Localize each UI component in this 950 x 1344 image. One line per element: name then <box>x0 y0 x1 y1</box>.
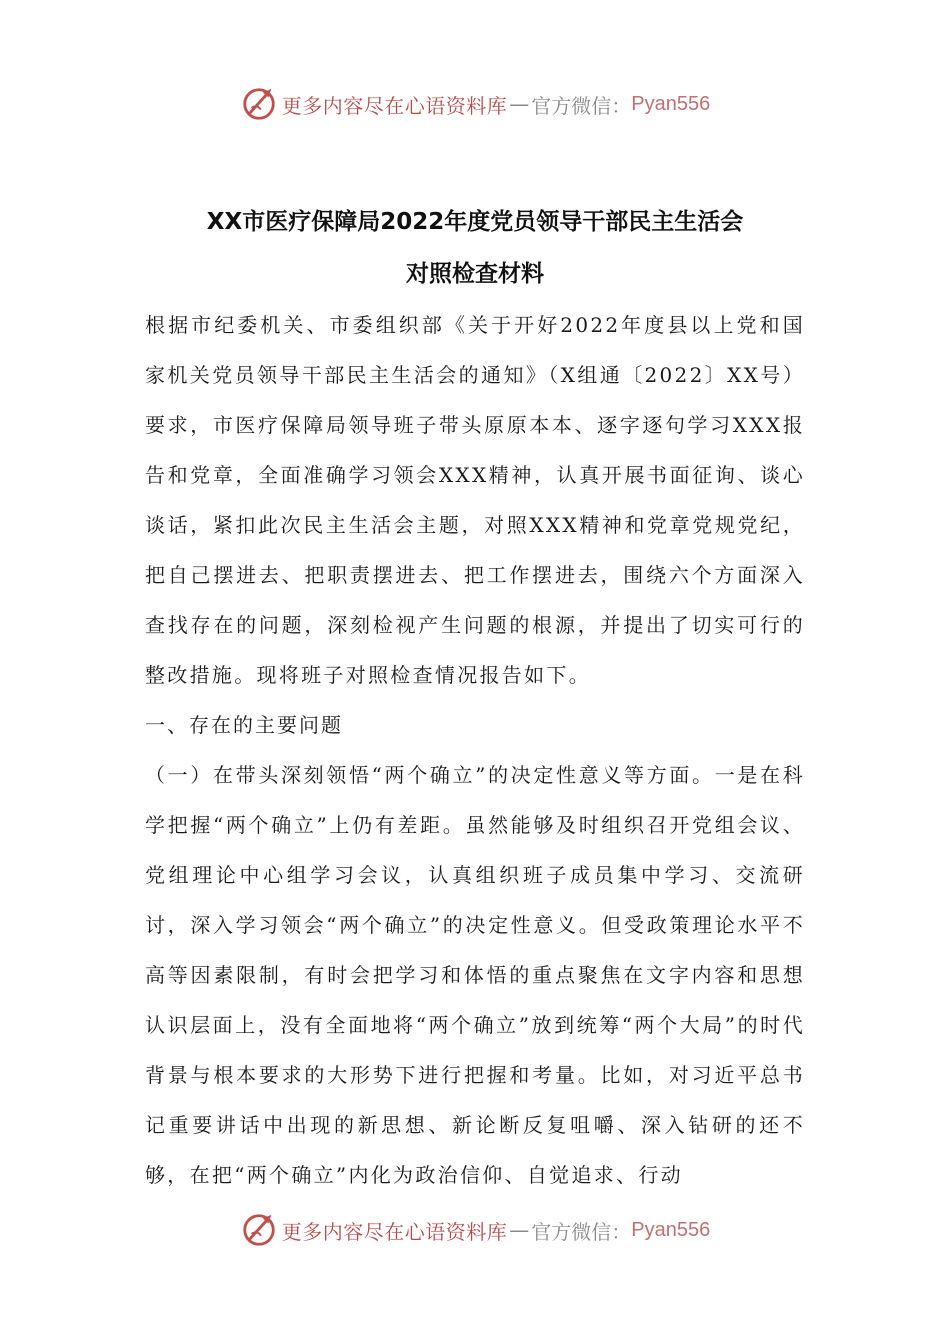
document-subtitle: 对照检查材料 <box>406 261 544 287</box>
pen-logo-icon <box>240 85 278 123</box>
document-title: XX市医疗保障局2022年度党员领导干部民主生活会 <box>206 209 744 235</box>
watermark-official-label: 官方微信： <box>531 93 632 118</box>
intro-paragraph: 根据市纪委机关、市委组织部《关于开好2022年度县以上党和国家机关党员领导干部民主生活会的通知》（X组通〔2022〕XX号）要求，市医疗保障局领导班子带头原原本本、逐字逐句学习XXX报告和党章，全面准确学习领会XXX精神，认真开展书面征询、谈心谈话，紧扣此次民主生活会主题，对照XXX精神和党章党规党纪，把自己摆进去、把职责摆进去、把工作摆进去，围绕六个方面深入查找存在的问题，深刻检视产生问题的根源，并提出了切实可行的整改措施。现将班子对照检查情况报告如下。 <box>145 313 805 687</box>
watermark-main-text: 更多内容尽在心语资料库 <box>281 1219 508 1244</box>
watermark-main-text: 更多内容尽在心语资料库 <box>281 93 508 118</box>
watermark-wechat-id: Pyan556 <box>631 1218 711 1241</box>
watermark-footer <box>0 1210 950 1250</box>
point-one-paragraph: （一）在带头深刻领悟“两个确立”的决定性意义等方面。一是在科学把握“两个确立”上仍有差距。虽然能够及时组织召开党组会议、党组理论中心组学习会议，认真组织班子成员集中学习、交流研讨，深入学习领会“两个确立”的决定性意义。但受政策理论水平不高等因素限制，有时会把学习和体悟的重点聚焦在文字内容和思想认识层面上，没有全面地将“两个确立”放到统筹“两个大局”的时代背景与根本要求的大形势下进行把握和考量。比如，对习近平总书记重要讲话中出现的新思想、新论断反复咀嚼、深入钻研的还不够，在把“两个确立”内化为政治信仰、自觉追求、行动 <box>145 763 805 1187</box>
watermark-dash: — <box>509 92 530 116</box>
watermark-official-label: 官方微信： <box>531 1219 632 1244</box>
section-heading-main-problems: 一、存在的主要问题 <box>145 713 343 737</box>
watermark-header <box>0 84 950 124</box>
document-body <box>145 300 805 1200</box>
watermark-dash: — <box>509 1218 530 1242</box>
pen-logo-icon <box>240 1211 278 1249</box>
watermark-wechat-id: Pyan556 <box>631 92 711 115</box>
